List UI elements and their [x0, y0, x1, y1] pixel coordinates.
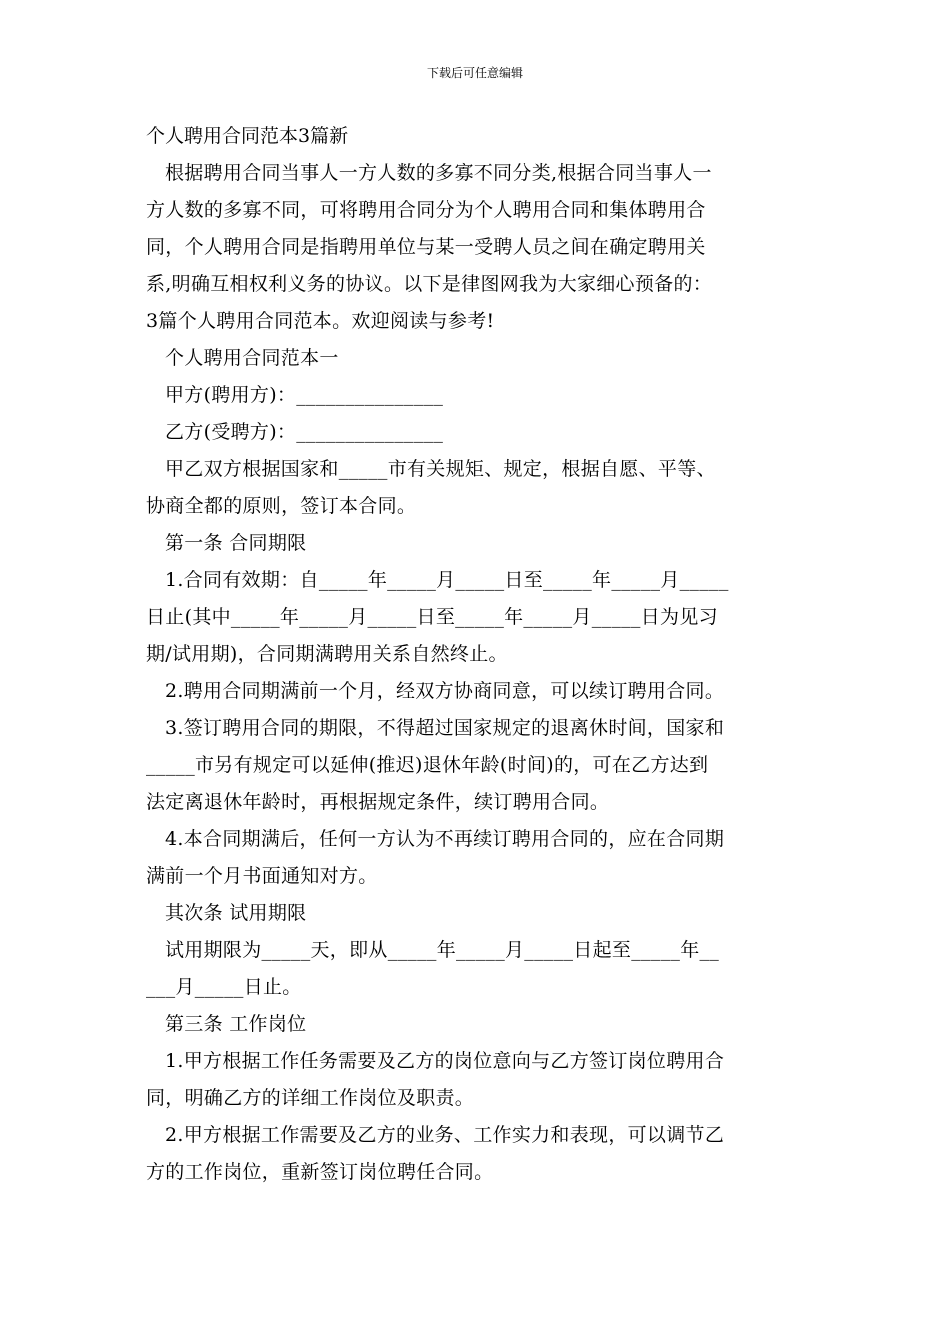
text-line: 2.甲方根据工作需要及乙方的业务、工作实力和表现，可以调节乙: [165, 1124, 725, 1146]
text-line: 1.合同有效期：自_____年_____月_____日至_____年_____月_____: [165, 569, 729, 591]
text-line: 甲方(聘用方)：_______________: [165, 384, 444, 406]
text-line: 3篇个人聘用合同范本。欢迎阅读与参考!: [146, 310, 495, 332]
text-line: 1.甲方根据工作任务需要及乙方的岗位意向与乙方签订岗位聘用合: [165, 1050, 725, 1072]
text-line: 法定离退休年龄时，再根据规定条件，续订聘用合同。: [146, 791, 610, 813]
text-line: 满前一个月书面通知对方。: [146, 865, 378, 887]
text-line: 乙方(受聘方)：_______________: [165, 421, 444, 443]
document-text: [146, 155, 811, 1191]
text-line: 协商全都的原则，签订本合同。: [146, 495, 417, 517]
document-body: [146, 118, 811, 1191]
text-line: 系,明确互相权利义务的协议。以下是律图网我为大家细心预备的：: [146, 273, 713, 295]
page-header: [0, 64, 950, 82]
text-line: 方人数的多寡不同，可将聘用合同分为个人聘用合同和集体聘用合: [146, 199, 706, 221]
text-line: 同，明确乙方的详细工作岗位及职责。: [146, 1087, 475, 1109]
text-line: 3.签订聘用合同的期限，不得超过国家规定的退离休时间，国家和: [165, 717, 725, 739]
text-line: 同，个人聘用合同是指聘用单位与某一受聘人员之间在确定聘用关: [146, 236, 706, 258]
text-line: 日止(其中_____年_____月_____日至_____年_____月_____日为见习: [146, 606, 718, 628]
text-line: 方的工作岗位，重新签订岗位聘任合同。: [146, 1161, 494, 1183]
document-title: 个人聘用合同范本3篇新: [146, 125, 349, 147]
text-line: 根据聘用合同当事人一方人数的多寡不同分类,根据合同当事人一: [165, 162, 712, 184]
text-line: 2.聘用合同期满前一个月，经双方协商同意，可以续订聘用合同。: [165, 680, 725, 702]
text-line: 期/试用期)，合同期满聘用关系自然终止。: [146, 643, 508, 665]
text-line: 甲乙双方根据国家和_____市有关规矩、规定，根据自愿、平等、: [165, 458, 716, 480]
text-line: 其次条 试用期限: [165, 902, 307, 924]
header-text: 下载后可任意编辑: [426, 66, 523, 80]
text-line: 第三条 工作岗位: [165, 1013, 307, 1035]
text-line: 个人聘用合同范本一: [165, 347, 339, 369]
text-line: _____市另有规定可以延伸(推迟)退休年龄(时间)的，可在乙方达到: [146, 754, 709, 776]
text-line: ___月_____日止。: [146, 976, 302, 998]
text-line: 试用期限为_____天，即从_____年_____月_____日起至_____年__: [165, 939, 720, 961]
text-line: 4.本合同期满后，任何一方认为不再续订聘用合同的，应在合同期: [165, 828, 725, 850]
text-line: 第一条 合同期限: [165, 532, 307, 554]
